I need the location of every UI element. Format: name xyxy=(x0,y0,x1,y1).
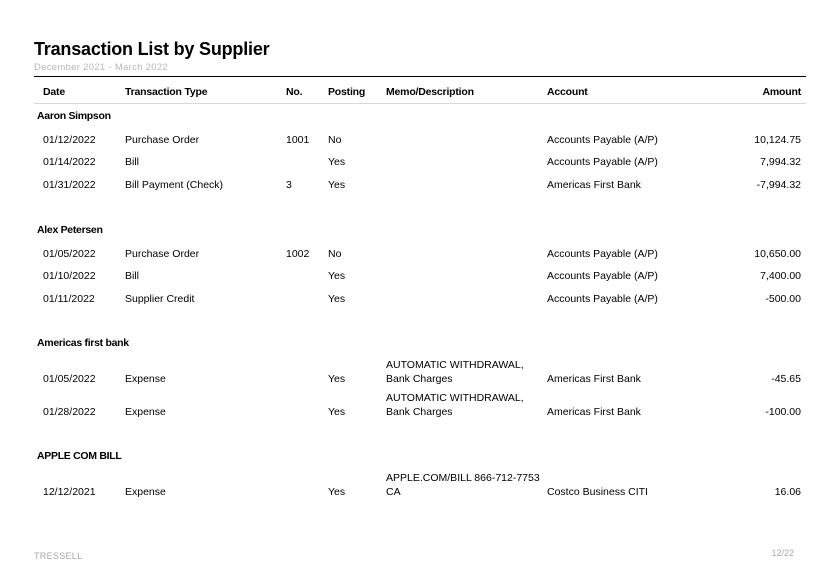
row-account: Americas First Bank xyxy=(547,179,641,191)
row-transaction-type: Bill Payment (Check) xyxy=(125,179,224,191)
supplier-group-name: Alex Petersen xyxy=(37,224,103,236)
row-no: 1001 xyxy=(286,134,310,146)
row-account: Americas First Bank xyxy=(547,406,641,418)
row-transaction-type: Bill xyxy=(125,156,140,168)
row-amount: -100.00 xyxy=(765,406,801,418)
row-date: 12/12/2021 xyxy=(43,486,96,498)
row-memo xyxy=(386,471,546,499)
column-header-memo: Memo/Description xyxy=(386,86,474,98)
row-account: Accounts Payable (A/P) xyxy=(547,248,658,260)
row-no: 3 xyxy=(286,179,292,191)
row-transaction-type: Expense xyxy=(125,486,166,498)
row-posting: Yes xyxy=(328,406,346,418)
row-posting: No xyxy=(328,134,342,146)
row-date: 01/10/2022 xyxy=(43,270,96,282)
row-date: 01/28/2022 xyxy=(43,406,96,418)
column-header-account: Account xyxy=(547,86,588,98)
row-transaction-type: Expense xyxy=(125,406,166,418)
row-account: Costco Business CITI xyxy=(547,486,648,498)
row-account: Accounts Payable (A/P) xyxy=(547,134,658,146)
row-date: 01/11/2022 xyxy=(43,293,95,305)
row-amount: -500.00 xyxy=(765,293,801,305)
row-posting: Yes xyxy=(328,270,346,282)
row-posting: Yes xyxy=(328,179,346,191)
row-date: 01/05/2022 xyxy=(43,373,96,385)
report-title: Transaction List by Supplier xyxy=(34,39,270,59)
row-account: Americas First Bank xyxy=(547,373,641,385)
footer-company: TRESSELL xyxy=(34,551,83,561)
row-transaction-type: Purchase Order xyxy=(125,248,200,260)
row-amount: 7,400.00 xyxy=(760,270,801,282)
row-amount: 7,994.32 xyxy=(760,156,801,168)
report-date-range: December 2021 - March 2022 xyxy=(34,62,169,73)
row-memo-line: Bank Charges xyxy=(386,406,453,418)
row-memo-line: CA xyxy=(386,486,401,498)
row-account: Accounts Payable (A/P) xyxy=(547,293,658,305)
row-date: 01/31/2022 xyxy=(43,179,96,191)
row-amount: 16.06 xyxy=(774,486,801,498)
row-memo-line: APPLE.COM/BILL 866-712-7753 xyxy=(386,472,540,484)
row-posting: Yes xyxy=(328,293,346,305)
row-account: Accounts Payable (A/P) xyxy=(547,270,658,282)
row-posting: Yes xyxy=(328,156,346,168)
row-amount: 10,650.00 xyxy=(754,248,801,260)
row-date: 01/14/2022 xyxy=(43,156,96,168)
row-amount: 10,124.75 xyxy=(754,134,801,146)
column-header-no: No. xyxy=(286,86,303,98)
column-header-amount: Amount xyxy=(762,86,801,98)
supplier-group-name: Americas first bank xyxy=(37,337,129,349)
row-memo xyxy=(386,391,536,419)
column-header-divider xyxy=(34,103,806,104)
column-header-transaction-type: Transaction Type xyxy=(125,86,208,98)
supplier-group-name: APPLE COM BILL xyxy=(37,450,122,462)
column-header-posting: Posting xyxy=(328,86,366,98)
row-date: 01/12/2022 xyxy=(43,134,96,146)
row-transaction-type: Supplier Credit xyxy=(125,293,195,305)
row-memo-line: Bank Charges xyxy=(386,373,453,385)
row-transaction-type: Bill xyxy=(125,270,140,282)
row-memo xyxy=(386,358,536,386)
row-date: 01/05/2022 xyxy=(43,248,96,260)
row-amount: -7,994.32 xyxy=(756,179,801,191)
column-header-date: Date xyxy=(43,86,65,98)
footer-page-number: 12/22 xyxy=(771,548,794,558)
supplier-group-name: Aaron Simpson xyxy=(37,110,111,122)
row-transaction-type: Purchase Order xyxy=(125,134,200,146)
row-posting: Yes xyxy=(328,486,346,498)
row-no: 1002 xyxy=(286,248,310,260)
row-amount: -45.65 xyxy=(771,373,801,385)
row-memo-line: AUTOMATIC WITHDRAWAL, xyxy=(386,359,524,371)
row-transaction-type: Expense xyxy=(125,373,166,385)
row-posting: Yes xyxy=(328,373,346,385)
row-account: Accounts Payable (A/P) xyxy=(547,156,658,168)
row-memo-line: AUTOMATIC WITHDRAWAL, xyxy=(386,392,524,404)
header-divider xyxy=(34,76,806,77)
row-posting: No xyxy=(328,248,342,260)
